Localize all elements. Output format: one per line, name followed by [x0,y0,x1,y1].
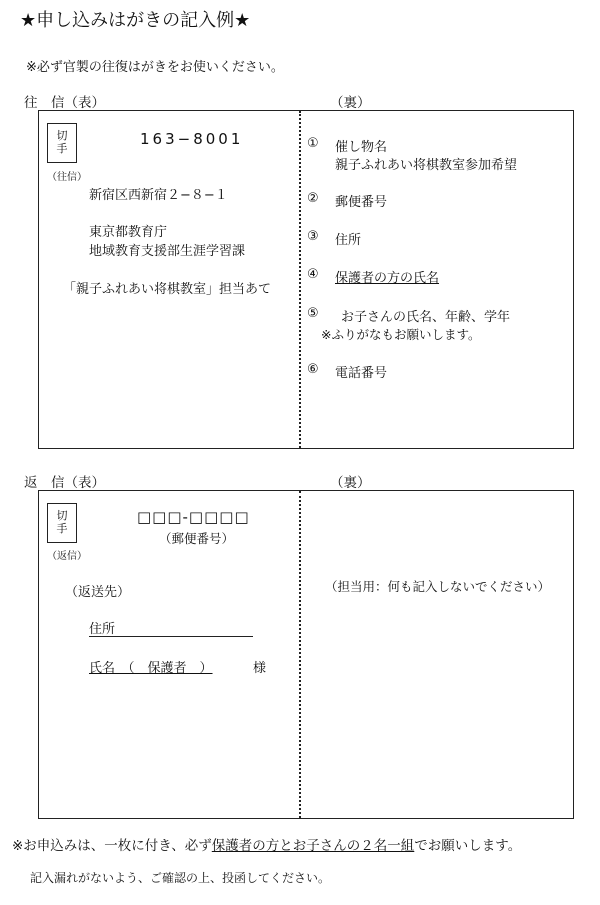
reply-address-line [89,636,253,637]
item-1-sub: 親子ふれあい将棋教室参加希望 [335,158,518,173]
item-5-sub: ※ふりがなもお願いします。 [321,327,481,342]
item-6-label: 電話番号 [335,366,388,381]
outgoing-stamp-caption: （往信） [47,172,87,183]
reply-postal-caption: （郵便番号） [159,531,235,546]
reply-address-label: 住所 [89,622,116,637]
outgoing-org-line2: 地域教育支援部生涯学習課 [89,244,246,259]
item-3-num: ③ [307,229,319,244]
stamp-bottom-char: 手 [56,522,68,535]
page-title: ★申し込みはがきの記入例★ [20,10,251,31]
stamp-top-char: 切 [56,129,68,142]
outgoing-attention: 「親子ふれあい将棋教室」担当あて [63,282,272,297]
reply-return-label: （返送先） [65,585,131,600]
footer-line2: 記入漏れがないよう、ご確認の上、投函してください。 [30,871,331,885]
outgoing-divider [299,111,301,448]
footer-line1-suffix: でお願いします。 [414,838,522,854]
item-4-num: ④ [307,267,319,282]
footer-line1-prefix: ※お申込みは、一枚に付き、必ず [12,838,212,854]
reply-postcard [38,490,574,819]
reply-name-label: 氏名 （ 保護者 ） [89,661,213,676]
postcard-note: ※必ず官製の往復はがきをお使いください。 [26,60,284,75]
footer-line1-underlined: 保護者の方とお子さんの２名一組 [211,838,415,854]
outgoing-postal-code: 163−8001 [140,130,244,148]
outgoing-front-label: 往 信（表） [24,95,105,111]
stamp-top-char: 切 [56,509,68,522]
item-1-num: ① [307,136,319,151]
outgoing-postcard [38,110,574,449]
reply-postal-boxes: □□□-□□□□ [137,508,250,526]
reply-stamp-box [47,503,77,543]
outgoing-back-label: （裏） [330,95,371,111]
reply-honorific: 様 [253,661,267,676]
item-1-label: 催し物名 [335,140,388,155]
item-2-label: 郵便番号 [335,195,388,210]
item-4-label: 保護者の方の氏名 [335,271,440,286]
footer-line1 [12,834,521,854]
reply-divider [299,491,301,818]
item-5-num: ⑤ [307,306,319,321]
reply-back-label: （裏） [330,475,371,491]
item-2-num: ② [307,191,319,206]
reply-back-note: （担当用：何も記入しないでください） [325,579,551,594]
reply-front-label: 返 信（表） [24,475,105,491]
item-5-label: お子さんの氏名、年齢、学年 [341,310,511,325]
stamp-bottom-char: 手 [56,142,68,155]
reply-stamp-caption: （返信） [47,551,87,562]
item-6-num: ⑥ [307,362,319,377]
outgoing-stamp-box [47,123,77,163]
item-3-label: 住所 [335,233,362,248]
outgoing-org-line1: 東京都教育庁 [89,225,168,240]
outgoing-address: 新宿区西新宿２−８−１ [89,188,228,203]
